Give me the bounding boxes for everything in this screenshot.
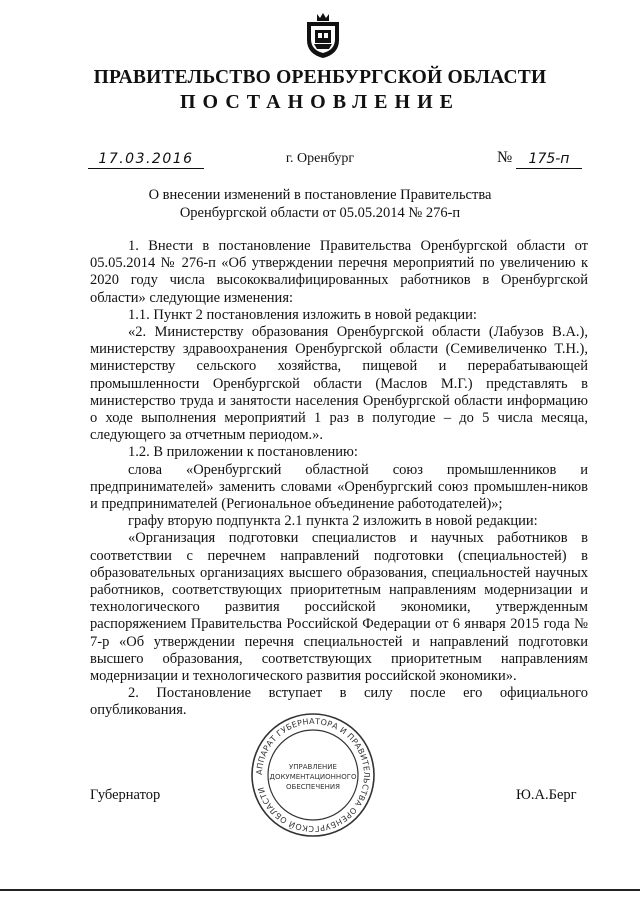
signatory-name: Ю.А.Берг: [516, 787, 577, 803]
paragraph-quote-2: «2. Министерству образования Оренбургской области (Лабузов В.А.), министерству здравоохранения Оренбургской области (Семивеличенко Т.Н.), министерству сельского хозяйства, пищевой и перерабатывающей промышленности Оренбургской области (Маслов М.Г.) представлять в министерство труда и занятости населения Оренбургской области информацию о ходе выполнения мероприятий 1 раз в полугодие – до 5 числа месяца, следующего за отчетным периодом.».: [90, 324, 588, 444]
paragraph-1: 1. Внести в постановление Правительства Оренбургской области от 05.05.2014 № 276-п «Об утверждении перечня мероприятий по увеличению к 2020 году числа высококвалифицированных работников в Оренбургской области» следующие изменения:: [90, 238, 588, 306]
official-stamp: [250, 712, 376, 838]
paragraph-words-replace: слова «Оренбургский областной союз промышленников и предпринимателей» заменить словами «Оренбургский союз промышлен-ников и предпринимателей (Региональное объединение работодателей)»;: [90, 461, 588, 513]
coat-of-arms-emblem: [303, 10, 343, 60]
document-date: 17.03.2016: [88, 150, 204, 169]
stamp-line-2: ДОКУМЕНТАЦИОННОГО: [269, 773, 357, 781]
document-city: г. Оренбург: [285, 151, 355, 166]
document-body: [90, 238, 588, 720]
paragraph-1-1: 1.1. Пункт 2 постановления изложить в новой редакции:: [128, 306, 477, 323]
paragraph-2: 2. Постановление вступает в силу после его официального: [128, 685, 588, 702]
subject-line-1: О внесении изменений в постановление Правительства: [148, 187, 492, 203]
signatory-title: Губернатор: [90, 787, 161, 803]
subject-line-2: Оренбургской области от 05.05.2014 № 276-п: [179, 205, 461, 221]
paragraph-2-end: опубликования.: [90, 702, 187, 719]
document-number: 175-п: [516, 150, 582, 169]
document-subject: [0, 186, 640, 222]
stamp-ring-text: АППАРАТ ГУБЕРНАТОРА И ПРАВИТЕЛЬСТВА ОРЕНБУРГСКОЙ ОБЛАСТИ: [254, 716, 372, 834]
paragraph-1-2: 1.2. В приложении к постановлению:: [128, 444, 358, 461]
organization-title: ПРАВИТЕЛЬСТВО ОРЕНБУРГСКОЙ ОБЛАСТИ: [93, 67, 547, 88]
document-type-title: ПОСТАНОВЛЕНИЕ: [180, 91, 460, 113]
document-number-label: №: [497, 149, 513, 166]
bottom-divider: [0, 889, 640, 891]
stamp-line-1: УПРАВЛЕНИЕ: [289, 763, 337, 771]
stamp-line-3: ОБЕСПЕЧЕНИЯ: [286, 783, 340, 791]
paragraph-quote-organization: «Организация подготовки специалистов и научных работников в соответствии с перечнем направлений подготовки (специальностей) в образовательных организациях высшего образования, специальностей научных работников, соответствующих приоритетным направлениям модернизации и технологического развития российской экономики, утвержденным распоряжением Правительства Российской Федерации от 6 января 2015 года № 7-р «Об утверждении перечня специальностей и направлений подготовки высшего образования, соответствующих приоритетным направлениям модернизации и технологического развития российской экономики».: [90, 530, 588, 685]
paragraph-column-two: графу вторую подпункта 2.1 пункта 2 изложить в новой редакции:: [128, 513, 538, 530]
